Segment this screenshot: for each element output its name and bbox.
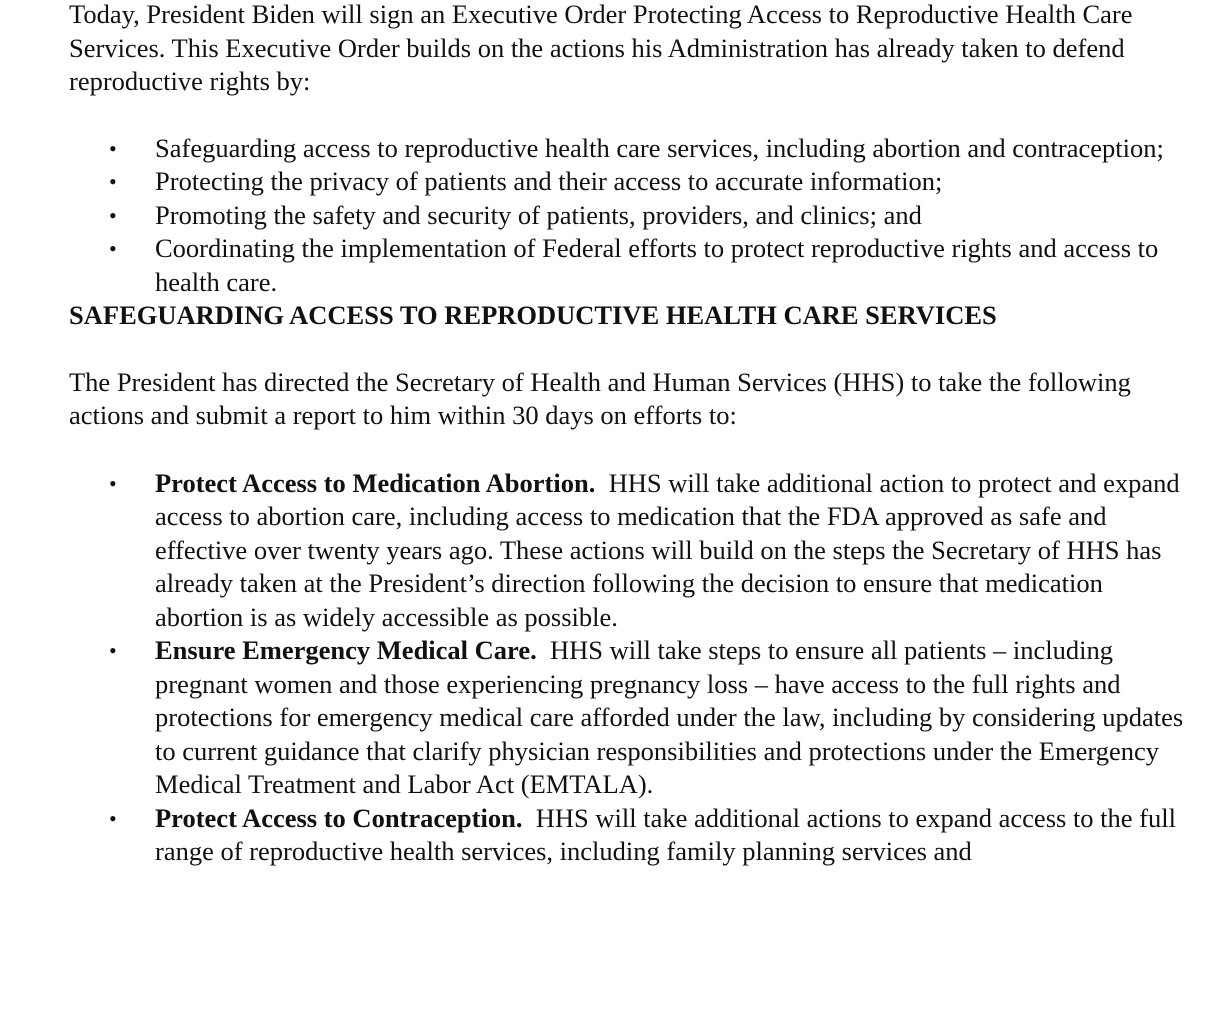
list-item-text: Coordinating the implementation of Federal efforts to protect reproductive rights and access to health care. (155, 233, 1159, 297)
bullet-icon: • (109, 470, 117, 496)
list-item (69, 634, 1194, 802)
list-item-text: Protecting the privacy of patients and their access to accurate information; (155, 166, 943, 196)
bullet-icon: • (109, 202, 117, 228)
item-body: HHS will take additional actions to expand access to the full range of reproductive health services, including family planning services and (155, 802, 1176, 866)
list-item-text: Safeguarding access to reproductive health care services, including abortion and contraception; (155, 132, 1164, 163)
section-heading: SAFEGUARDING ACCESS TO REPRODUCTIVE HEALTH CARE SERVICES (69, 300, 997, 330)
item-lead: Ensure Emergency Medical Care. (155, 635, 537, 665)
bullet-icon: • (109, 236, 117, 261)
action-bullet-list (69, 467, 1194, 869)
list-item (69, 199, 1194, 233)
document-page (69, 0, 1194, 869)
item-lead: Protect Access to Medication Abortion. (155, 467, 596, 498)
intro-paragraph: Today, President Biden will sign an Executive Order Protecting Access to Reproductive Health Care Services. This Executive Order builds on the actions his Administration has already taken to defend reproductive rights by: (69, 0, 1133, 96)
item-body: HHS will take additional action to protect and expand access to abortion care, including access to medication that the FDA approved as safe and effective over twenty years ago. These actions will build on the steps the Secretary of HHS has already taken at the President’s direction following the decision to ensure that medication abortion is as widely accessible as possible. (155, 467, 1180, 632)
list-item (69, 467, 1194, 635)
list-item (69, 802, 1194, 869)
bullet-icon: • (109, 638, 117, 663)
list-item (69, 132, 1194, 166)
directive-paragraph: The President has directed the Secretary of Health and Human Services (HHS) to take the following actions and submit a report to him within 30 days on efforts to: (69, 366, 1131, 430)
list-item (69, 165, 1194, 199)
list-item-text: Promoting the safety and security of patients, providers, and clinics; and (155, 199, 922, 230)
item-lead: Protect Access to Contraception. (155, 802, 523, 833)
item-body: HHS will take steps to ensure all patients – including pregnant women and those experiencing pregnancy loss – have access to the full rights and protections for emergency medical care afforded under the law, including by considering updates to current guidance that clarify physician responsibilities and protections under the Emergency Medical Treatment and Labor Act (EMTALA). (155, 635, 1184, 799)
bullet-icon: • (109, 169, 117, 194)
bullet-icon: • (109, 805, 117, 831)
list-item (69, 232, 1194, 299)
bullet-icon: • (109, 135, 117, 161)
first-bullet-list (69, 132, 1194, 300)
